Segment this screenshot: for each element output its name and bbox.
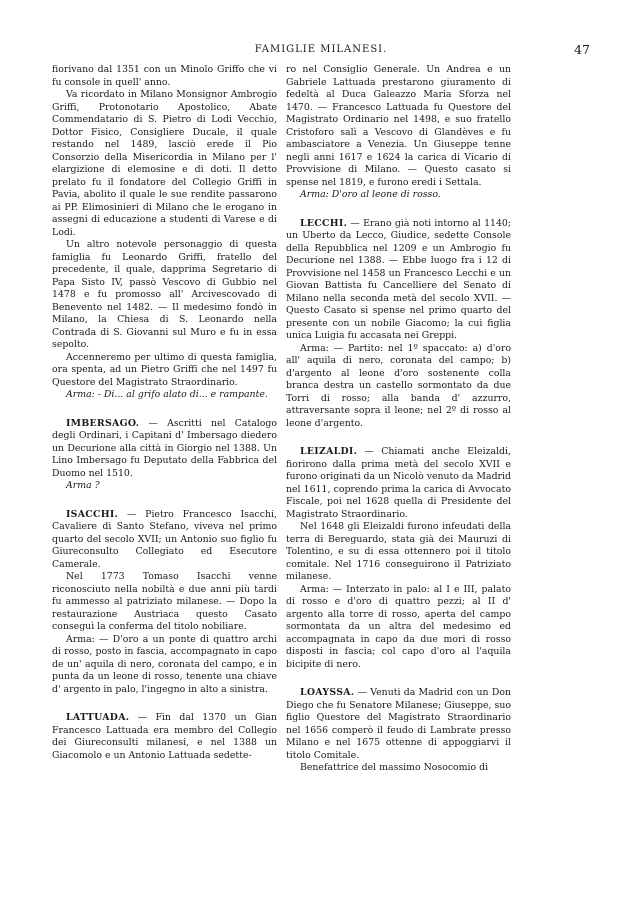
entry-text: — Ascritti nel Catalogo degli Ordinari, i Capitani d' Imbersago diedero un Decurione alla città in Giorgio nel 1388. Un Lino Imbersago fu Deputato della Fabbrica del Duomo nel 1510. [52, 417, 277, 479]
entry-leizaldi [286, 446, 511, 521]
paragraph: Un altro notevole personaggio di questa famiglia fu Leonardo Griffi, fratello del precedente, il quale, dapprima Segretario di Papa Sisto IV, passò Vescovo di Gubbio nel 1478 e fu promosso all' Arcivescovado di Benevento nel 1482. — Il medesimo fondò in Milano, la Chiesa di S. Leonardo nella Contrada di S. Giovanni sul Muro e fu in essa sepolto. [52, 239, 277, 350]
family-name: LOAYSSA. [300, 687, 355, 698]
coat-of-arms: Arma ? [66, 480, 100, 491]
left-column [52, 64, 277, 762]
entry-imbersago [52, 418, 277, 481]
family-name: IMBERSAGO. [66, 417, 140, 429]
entry-loayssa [286, 687, 511, 762]
running-title: FAMIGLIE MILANESI. [254, 44, 388, 55]
family-name: LEIZALDI. [300, 446, 358, 457]
entry-text: — Erano già noti intorno al 1140; un Uberto da Lecco, Giudice, sedette Console della Repubblica nel 1209 e un Ambrogio fu Decurione nel 1388. — Ebbe luogo fra i 12 di Provvisione nel 1458 un Francesco Lecchi e un Giovan Battista fu Cancelliere del Senato di Milano nella seconda metà del secolo XVII. — Questo Casato si spense nel primo quarto del presente con un nobile Giacomo; la cui figlia unica Luigia fu accasata nei Greppi. [286, 217, 511, 341]
paragraph: ro nel Consiglio Generale. Un Andrea e un Gabriele Lattuada prestarono giuramento di fedeltà al Duca Galeazzo Maria Sforza nel 1470. — Francesco Lattuada fu Questore del Magistrato Ordinario nel 1498, e suo fratello Cristoforo salì a Vescovo di Glandèves e fu ambasciatore a Venezia. Un Giuseppe tenne negli anni 1617 e 1624 la carica di Vicario di Provvisione di Milano. — Questo casato si spense nel 1819, e furono eredi i Settala. [286, 64, 511, 188]
coat-of-arms: Arma: — Interzato in palo: al I e III, palato di rosso e d'oro di quattro pezzi; al II d' argento alla torre di rosso, aperta del campo sormontata da un altra del medesimo ed accompagnata in capo da due mori di rosso disposti in fascia; col capo d'oro al l'aquila bicipite di nero. [286, 583, 511, 670]
coat-of-arms: Arma: — D'oro a un ponte di quattro archi di rosso, posto in fascia, accompagnato in capo de un' aquila di nero, coronata del campo, e in punta da un leone di rosso, tenente una chiave d' argento in palo, l'ingegno in alto a sinistra. [52, 633, 277, 695]
entry-text: — Pietro Francesco Isacchi, Cavaliere di Santo Stefano, viveva nel primo quarto del secolo XVII; un Antonio suo figlio fu Giureconsulto Collegiato ed Esecutore Camerale. [52, 508, 277, 570]
family-name: LATTUADA. [66, 712, 130, 723]
entry-text: — Venuti da Madrid con un Don Diego che fu Senatore Milanese; Giuseppe, suo figlio Questore del Magistrato Straordinario nel 1656 comperò il feudo di Lambrate presso Milano e nel 1675 ottenne di appoggiarvi il titolo Comitale. [286, 687, 511, 761]
family-name: LECCHI. [300, 217, 348, 229]
paragraph: Va ricordato in Milano Monsignor Ambrogio Griffi, Protonotario Apostolico, Abate Commendatario di S. Pietro di Lodi Vecchio, Dottor Fisico, Consigliere Ducale, il quale restando nel 1489, lasciò erede il Pio Consorzio della Misericordia in Milano per l' elargizione di elemosine e di doti. Il detto prelato fu il fondatore del Collegio Griffi in Pavia, abolito il quale le sue rendite passarono ai PP. Elimosinieri di Milano che le erogano in assegni di educazione a studenti di Varese e di Lodi. [52, 89, 277, 238]
paragraph: Benefattrice del massimo Nosocomio di [300, 762, 489, 773]
entry-text: — Fin dal 1370 un Gian Francesco Lattuada era membro del Collegio dei Giureconsulti milanesi, e nel 1388 un Giacomolo e un Antonio Lattuada sedette- [52, 712, 277, 761]
family-name: ISACCHI. [66, 508, 119, 520]
coat-of-arms: Arma: - Di... al grifo alato di... e rampante. [66, 389, 268, 400]
paragraph: fiorivano dal 1351 con un Minolo Griffo che vi fu console in quell' anno. [52, 64, 277, 88]
paragraph: Nel 1648 gli Eleizaldi furono infeudati della terra di Bereguardo, stata già dei Mauruzi di Tolentino, e su di essa ottennero poi il titolo comitale. Nel 1716 conseguirono il Patriziato milanese. [286, 521, 511, 582]
coat-of-arms: Arma: — Partito: nel 1º spaccato: a) d'oro all' aquila di nero, coronata del campo; b) d'argento al leone d'oro sostenente colla branca destra un castello sormontato da due Torri di rosso; alla banda d' azzurro, attraversante sopra il leone; nel 2º di rosso al leone d'argento. [286, 342, 511, 429]
paragraph: Accenneremo per ultimo di questa famiglia, ora spenta, ad un Pietro Griffi che nel 1497 fu Questore del Magistrato Straordinario. [52, 351, 277, 388]
page-header [52, 42, 590, 58]
page-number: 47 [574, 42, 590, 57]
right-column [286, 64, 511, 775]
coat-of-arms: Arma: D'oro al leone di rosso. [300, 189, 441, 200]
entry-lecchi [286, 218, 511, 343]
entry-text: — Chiamati anche Eleizaldi, fiorirono dalla prima metà del secolo XVII e furono originati da un Nicolò venuto da Madrid nel 1611, coprendo prima la carica di Avvocato Fiscale, poi nel 1628 quella di Presidente del Magistrato Straordinario. [286, 446, 511, 520]
paragraph: Nel 1773 Tomaso Isacchi venne riconosciuto nella nobiltà e due anni più tardi fu ammesso al patriziato milanese. — Dopo la restaurazione Austriaca questo Casato conseguì la conferma del titolo nobiliare. [52, 571, 277, 632]
entry-isacchi [52, 509, 277, 572]
entry-lattuada [52, 712, 277, 762]
